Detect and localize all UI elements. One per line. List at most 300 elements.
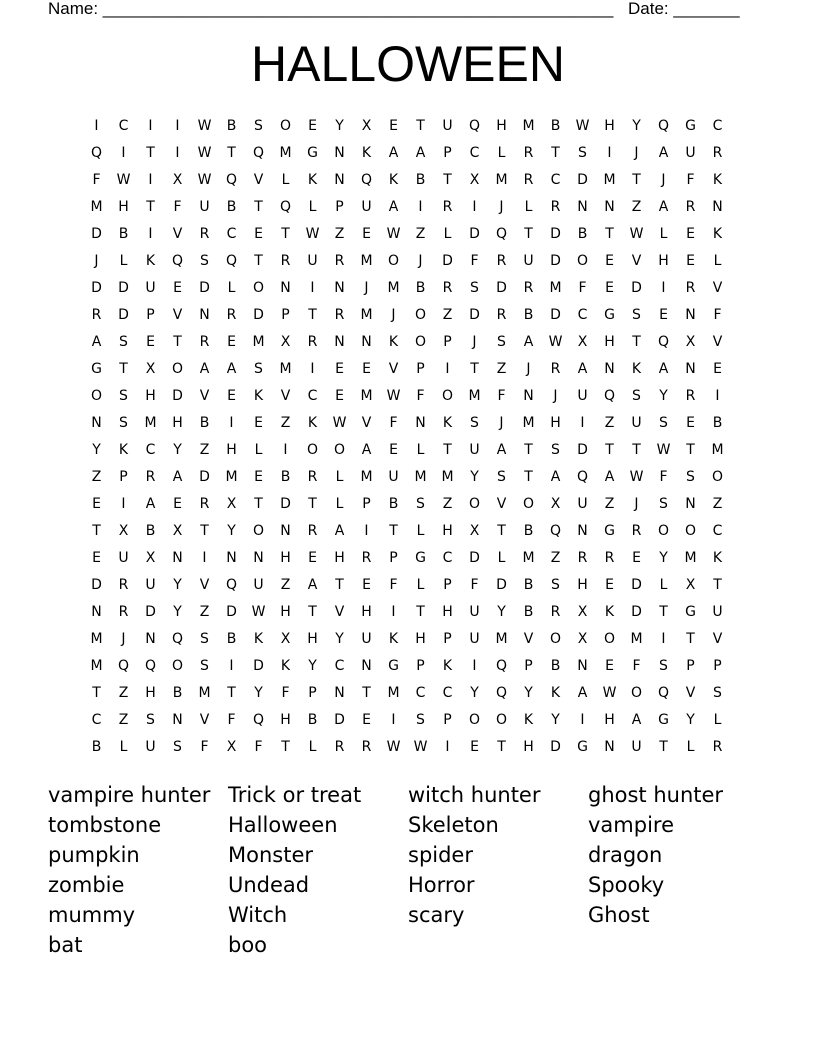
grid-letter: L [335,468,344,485]
grid-letter: F [416,387,425,404]
grid-letter: N [604,198,615,215]
grid-letter: A [388,198,399,215]
grid-letter: M [684,549,697,566]
grid-letter: T [551,144,560,161]
grid-letter: N [685,495,696,512]
grid-letter: R [307,522,318,539]
grid-letter: S [497,468,506,485]
grid-letter: R [523,279,534,296]
grid-letter: E [308,117,317,134]
grid-letter: D [631,279,642,296]
grid-letter: K [550,684,561,701]
grid-letter: K [712,171,723,188]
grid-letter: W [197,144,212,161]
grid-letter: M [522,549,535,566]
grid-letter: Q [90,144,103,161]
grid-letter: B [145,522,156,539]
grid-letter: V [199,576,210,593]
grid-letter: S [416,711,425,728]
grid-letter: B [226,117,237,134]
word-list-item: Horror [408,873,475,897]
grid-letter: N [604,360,615,377]
grid-letter: E [605,657,614,674]
grid-letter: M [90,198,103,215]
page-title: HALLOWEEN [251,36,565,92]
grid-letter: Y [173,603,182,620]
grid-letter: U [199,198,210,215]
grid-letter: R [145,468,156,485]
grid-letter: D [469,549,480,566]
grid-letter: C [550,171,561,188]
grid-letter: A [388,144,399,161]
grid-letter: P [524,657,533,674]
grid-letter: H [280,711,291,728]
grid-letter: N [577,198,588,215]
grid-letter: N [577,522,588,539]
grid-letter: Y [92,441,101,458]
grid-letter: A [523,333,534,350]
grid-letter: E [470,738,479,755]
grid-letter: Q [495,684,508,701]
grid-row [83,301,731,328]
grid-letter: W [305,225,320,242]
grid-letter: F [254,738,263,755]
grid-letter: N [334,684,345,701]
grid-letter: P [308,684,317,701]
grid-letter: U [577,495,588,512]
grid-letter: K [253,630,264,647]
grid-letter: S [200,252,209,269]
grid-letter: I [94,117,99,134]
grid-letter: A [91,333,102,350]
grid-letter: D [91,279,102,296]
grid-letter: W [413,738,428,755]
grid-letter: W [656,441,671,458]
grid-letter: D [172,387,183,404]
grid-letter: G [685,117,696,134]
grid-letter: S [632,387,641,404]
grid-letter: I [715,387,720,404]
grid-letter: U [712,603,723,620]
grid-letter: X [577,630,588,647]
grid-letter: K [712,225,723,242]
grid-letter: I [661,279,666,296]
grid-letter: K [442,414,453,431]
grid-letter: R [631,522,642,539]
grid-letter: G [388,657,399,674]
grid-row [83,490,731,517]
grid-row [83,220,731,247]
grid-letter: E [605,576,614,593]
grid-letter: E [632,549,641,566]
grid-letter: V [361,414,372,431]
word-list-item: ghost hunter [588,783,724,807]
grid-letter: A [226,360,237,377]
grid-letter: X [469,522,480,539]
grid-letter: T [605,441,614,458]
grid-letter: O [684,522,697,539]
grid-letter: H [334,549,345,566]
grid-letter: B [226,630,237,647]
grid-row [83,679,731,706]
grid-letter: Q [468,117,481,134]
name-line: Name: ______________________________________________________ [48,0,614,18]
grid-letter: X [577,603,588,620]
grid-letter: Q [252,711,265,728]
grid-letter: N [712,198,723,215]
grid-letter: L [416,441,425,458]
grid-letter: I [148,117,153,134]
grid-letter: T [227,144,236,161]
grid-letter: E [146,333,155,350]
grid-letter: Q [225,576,238,593]
grid-letter: A [577,684,588,701]
grid-letter: K [523,711,534,728]
grid-letter: L [443,225,452,242]
grid-letter: W [575,117,590,134]
grid-letter: U [442,117,453,134]
grid-letter: P [443,144,452,161]
grid-letter: K [145,252,156,269]
grid-letter: H [172,414,183,431]
grid-letter: C [442,684,453,701]
grid-letter: S [146,711,155,728]
grid-letter: A [199,360,210,377]
grid-letter: M [495,630,508,647]
grid-letter: K [388,171,399,188]
grid-letter: U [469,603,480,620]
grid-letter: E [362,711,371,728]
grid-letter: Q [657,117,670,134]
grid-letter: E [362,360,371,377]
grid-letter: F [470,252,479,269]
grid-letter: Y [335,630,344,647]
grid-letter: O [252,522,265,539]
grid-letter: S [578,144,587,161]
grid-letter: Y [686,711,695,728]
grid-letter: I [445,360,450,377]
grid-letter: E [92,495,101,512]
grid-letter: R [307,468,318,485]
grid-letter: O [441,387,454,404]
grid-letter: Z [118,711,129,728]
grid-letter: D [469,306,480,323]
grid-letter: D [550,306,561,323]
grid-letter: V [253,171,264,188]
grid-letter: D [334,711,345,728]
grid-letter: S [119,414,128,431]
grid-letter: J [499,414,504,431]
grid-letter: A [658,198,669,215]
word-list-item: Spooky [588,873,665,897]
grid-letter: N [253,549,264,566]
grid-letter: Z [118,684,129,701]
word-list-item: Witch [228,903,288,927]
grid-letter: O [576,252,589,269]
grid-letter: A [334,522,345,539]
grid-letter: Z [442,495,453,512]
grid-letter: R [334,738,345,755]
grid-letter: S [200,657,209,674]
grid-letter: G [604,522,615,539]
grid-letter: Z [199,603,210,620]
grid-letter: R [577,549,588,566]
grid-letter: Q [225,252,238,269]
grid-letter: E [362,225,371,242]
grid-letter: M [144,414,157,431]
grid-letter: G [685,603,696,620]
grid-letter: G [658,711,669,728]
grid-letter: D [253,306,264,323]
grid-letter: T [686,630,695,647]
grid-letter: U [253,576,264,593]
grid-letter: E [362,576,371,593]
grid-letter: R [361,738,372,755]
grid-letter: P [362,495,371,512]
grid-letter: N [226,549,237,566]
word-list-item: spider [408,843,473,867]
grid-letter: O [414,333,427,350]
grid-letter: F [713,306,722,323]
grid-letter: T [200,522,209,539]
grid-letter: D [253,657,264,674]
grid-letter: L [308,738,317,755]
grid-letter: R [442,279,453,296]
grid-letter: P [416,360,425,377]
grid-letter: S [551,441,560,458]
grid-letter: I [607,144,612,161]
grid-letter: A [631,711,642,728]
grid-letter: E [713,360,722,377]
grid-letter: O [549,630,562,647]
grid-letter: D [496,279,507,296]
grid-letter: W [116,171,131,188]
grid-letter: X [469,171,480,188]
grid-letter: L [119,738,128,755]
grid-letter: I [661,630,666,647]
grid-letter: E [227,333,236,350]
grid-letter: J [418,252,423,269]
grid-letter: D [199,279,210,296]
grid-letter: F [659,468,668,485]
grid-letter: I [121,495,126,512]
grid-letter: V [712,630,723,647]
grid-letter: Y [659,387,668,404]
grid-letter: I [175,144,180,161]
grid-letter: Y [470,684,479,701]
grid-letter: D [631,603,642,620]
grid-letter: N [280,522,291,539]
grid-letter: O [468,711,481,728]
grid-letter: A [496,441,507,458]
grid-letter: N [280,279,291,296]
grid-letter: U [145,279,156,296]
grid-letter: O [657,522,670,539]
grid-letter: S [632,306,641,323]
grid-letter: O [171,360,184,377]
grid-letter: T [146,198,155,215]
word-list-item: vampire hunter [48,783,211,807]
grid-letter: B [523,603,534,620]
grid-letter: M [360,306,373,323]
grid-letter: X [685,576,696,593]
grid-letter: J [526,360,531,377]
grid-letter: Q [171,630,184,647]
grid-letter: W [548,333,563,350]
grid-letter: I [391,711,396,728]
grid-letter: R [226,306,237,323]
grid-letter: P [416,657,425,674]
grid-letter: T [632,333,641,350]
grid-letter: J [661,171,666,188]
grid-letter: Y [254,684,263,701]
grid-letter: F [389,576,398,593]
grid-letter: X [172,171,183,188]
grid-letter: C [226,225,237,242]
grid-letter: W [197,117,212,134]
grid-letter: X [145,360,156,377]
grid-letter: E [254,225,263,242]
grid-letter: B [280,468,291,485]
grid-letter: H [658,252,669,269]
grid-letter: Q [549,522,562,539]
grid-letter: W [629,225,644,242]
grid-letter: J [472,333,477,350]
grid-letter: M [360,252,373,269]
grid-letter: I [472,657,477,674]
grid-letter: L [713,711,722,728]
grid-row [83,328,731,355]
grid-letter: J [499,198,504,215]
grid-letter: H [145,387,156,404]
grid-letter: T [416,603,425,620]
word-list-item: Trick or treat [228,783,362,807]
grid-row [83,571,731,598]
grid-letter: A [172,468,183,485]
grid-letter: O [90,387,103,404]
grid-letter: Z [91,468,102,485]
grid-letter: K [604,603,615,620]
grid-letter: H [604,117,615,134]
grid-letter: T [632,441,641,458]
grid-letter: F [227,711,236,728]
grid-row [83,166,731,193]
grid-letter: D [550,225,561,242]
grid-letter: D [280,495,291,512]
grid-letter: Y [524,684,533,701]
grid-letter: N [334,333,345,350]
word-list-item: boo [228,933,268,957]
grid-letter: A [658,144,669,161]
grid-row [83,274,731,301]
grid-letter: M [387,279,400,296]
grid-row [83,139,731,166]
grid-letter: T [443,171,452,188]
grid-letter: W [251,603,266,620]
grid-letter: L [335,495,344,512]
grid-letter: Q [657,333,670,350]
grid-letter: P [281,306,290,323]
grid-letter: B [388,495,399,512]
grid-letter: W [197,171,212,188]
grid-letter: X [550,495,561,512]
grid-letter: D [91,225,102,242]
grid-letter: T [119,360,128,377]
grid-letter: T [308,495,317,512]
grid-letter: T [524,468,533,485]
grid-letter: L [497,144,506,161]
grid-letter: F [497,387,506,404]
grid-letter: R [685,387,696,404]
grid-letter: E [686,252,695,269]
grid-letter: K [307,414,318,431]
grid-letter: C [415,684,426,701]
grid-letter: I [418,198,423,215]
grid-letter: E [173,279,182,296]
grid-letter: O [522,495,535,512]
grid-letter: B [523,576,534,593]
grid-letter: Q [603,387,616,404]
grid-letter: B [91,738,102,755]
grid-letter: R [118,603,129,620]
grid-letter: M [225,468,238,485]
grid-letter: V [388,360,399,377]
grid-letter: H [550,414,561,431]
grid-letter: M [90,657,103,674]
grid-letter: Z [550,549,561,566]
grid-letter: X [361,117,372,134]
grid-letter: R [685,279,696,296]
grid-letter: I [202,549,207,566]
grid-letter: O [414,306,427,323]
grid-letter: P [443,711,452,728]
grid-letter: C [469,144,480,161]
grid-letter: T [146,144,155,161]
grid-letter: O [279,117,292,134]
grid-letter: S [416,495,425,512]
grid-letter: E [173,495,182,512]
grid-letter: Y [173,441,182,458]
word-list-item: Ghost [588,903,650,927]
grid-letter: V [631,252,642,269]
grid-letter: Z [604,414,615,431]
grid-letter: V [199,387,210,404]
grid-letter: T [713,576,722,593]
grid-letter: J [391,306,396,323]
grid-letter: M [630,630,643,647]
grid-letter: B [118,225,129,242]
word-list-item: Halloween [228,813,338,837]
grid-letter: H [361,603,372,620]
grid-letter: Q [117,657,130,674]
grid-letter: I [310,360,315,377]
grid-letter: Z [334,225,345,242]
grid-letter: H [118,198,129,215]
grid-letter: E [686,414,695,431]
grid-letter: Q [360,171,373,188]
grid-row [83,112,731,139]
grid-letter: V [280,387,291,404]
grid-letter: M [360,387,373,404]
grid-letter: S [659,495,668,512]
grid-letter: I [472,198,477,215]
grid-letter: R [307,333,318,350]
grid-letter: S [119,387,128,404]
grid-letter: Q [495,657,508,674]
grid-letter: B [415,171,426,188]
grid-letter: L [308,198,317,215]
grid-letter: X [280,333,291,350]
